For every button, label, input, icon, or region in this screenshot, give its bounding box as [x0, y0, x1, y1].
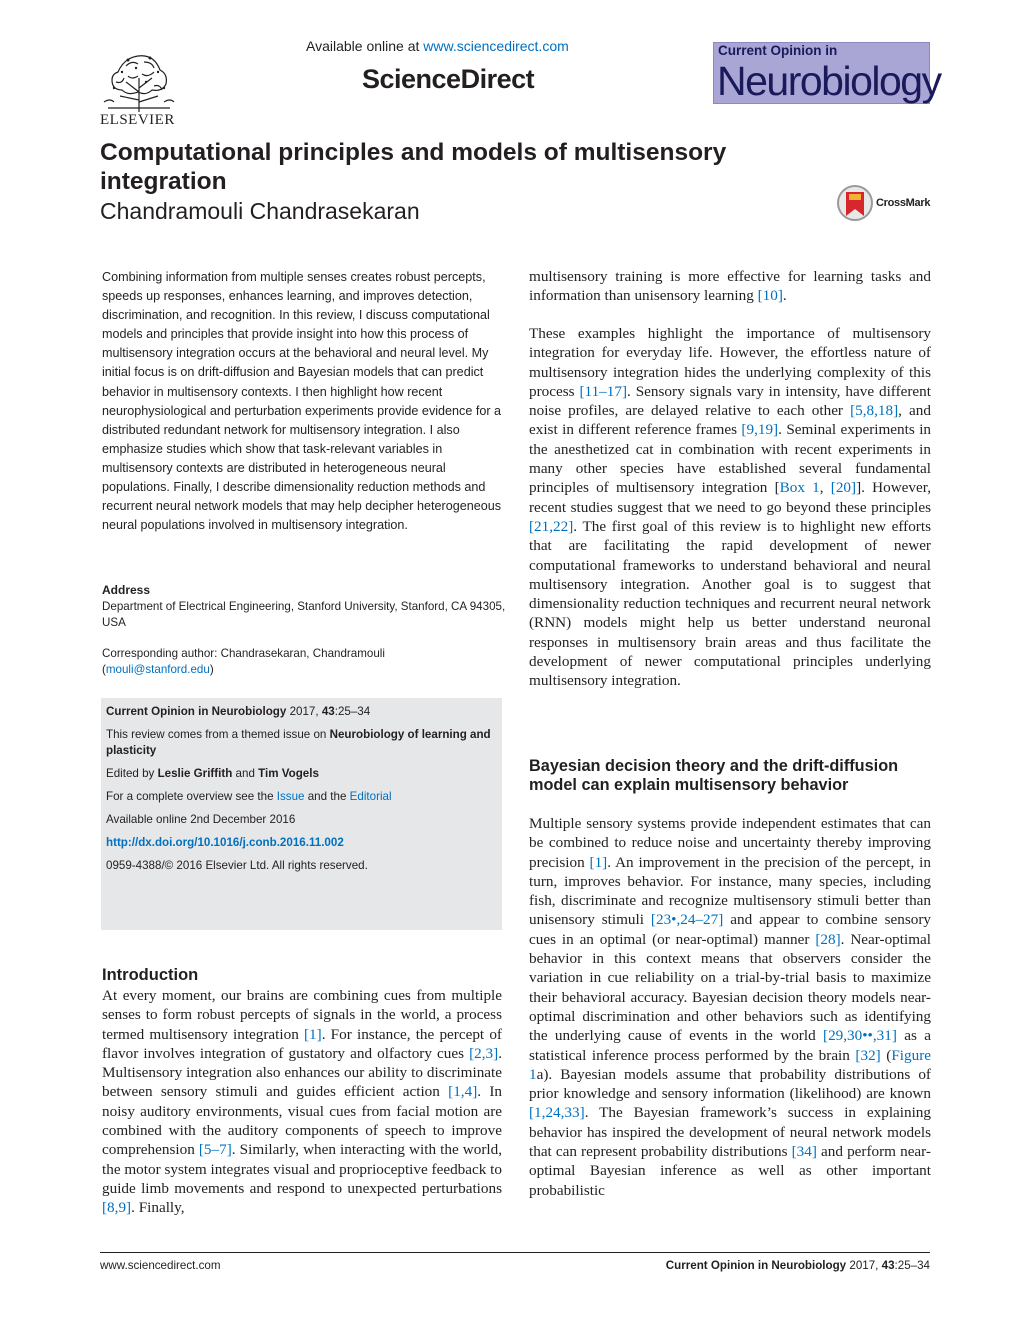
info-journal: Current Opinion in Neurobiology: [106, 705, 287, 718]
corresponding-author-name: Corresponding author: Chandrasekaran, Chandramouli: [102, 647, 385, 660]
editor-1: Leslie Griffith: [157, 766, 233, 780]
figure-link[interactable]: Figure 1: [529, 1046, 931, 1083]
text-run: . The Bayesian framework’s success in explaining behavior has inspired the development of neural network models that can represent probability distributions: [529, 1104, 931, 1161]
copyright: 0959-4388/© 2016 Elsevier Ltd. All rights reserved.: [106, 858, 368, 872]
citation-link[interactable]: [1]: [589, 853, 608, 871]
themed-issue: [106, 727, 497, 758]
address-heading: Address: [102, 583, 151, 597]
overview: [106, 789, 497, 805]
author-email-link[interactable]: mouli@stanford.edu: [105, 662, 210, 676]
crossmark-label: CrossMark: [876, 197, 931, 209]
footer-journal: Current Opinion in Neurobiology: [665, 1259, 847, 1272]
citation-link[interactable]: [5–7]: [198, 1141, 232, 1159]
address-text: Department of Electrical Engineering, Stanford University, Stanford, CA 94305, USA: [102, 600, 506, 629]
citation-link[interactable]: [1,24,33]: [529, 1104, 585, 1122]
article-author: Chandramouli Chandrasekaran: [100, 198, 420, 224]
right-paragraph-2: [529, 324, 931, 691]
intro-paragraph-1: [102, 986, 502, 1218]
paragraph: [529, 814, 931, 1200]
crossmark-icon: [836, 184, 874, 224]
overview-prefix: For a complete overview see the: [106, 789, 274, 803]
right-paragraph-1: [529, 267, 931, 306]
corresponding-author: Corresponding author: Chandrasekaran, Chandramouli (mouli@stanford.edu): [102, 647, 385, 676]
footer-pages: :25–34: [894, 1259, 930, 1272]
text-run: and perform near-optimal Bayesian inference as well as other important probabilistic: [529, 1143, 931, 1199]
overview-mid: and the: [307, 789, 347, 803]
citation-link[interactable]: [9,19]: [741, 421, 779, 439]
citation-link[interactable]: [8,9]: [102, 1199, 132, 1217]
text-run: These examples highlight the importance of multisensory integration for everyday life. However, the effortless nature of multisensory integration hides the underlying complexity of this process: [529, 325, 931, 400]
edited-prefix: Edited by: [106, 766, 155, 780]
text-run: Multiple sensory systems provide independent estimates that can be combined to reduce noise and uncertainty thereby improving precision: [529, 815, 931, 871]
text-run: At every moment, our brains are combining cues from multiple senses to form robust percepts of signals in the world, a process termed multisensory integration: [102, 987, 502, 1043]
citation-link[interactable]: [21,22]: [529, 517, 574, 535]
journal-citation: [106, 704, 497, 720]
citation-link[interactable]: [29,30••,31]: [823, 1027, 897, 1045]
text-run: . Multisensory integration also enhances our ability to discriminate between sensory stimuli and guides efficient action: [102, 1044, 502, 1101]
sciencedirect-wordmark: ScienceDirect: [362, 64, 535, 94]
box-link[interactable]: Box 1: [779, 479, 820, 497]
info-volume: 43: [321, 705, 335, 718]
paragraph: [529, 267, 931, 306]
text-run: .: [782, 287, 787, 305]
citation-link[interactable]: [2,3]: [469, 1044, 499, 1062]
citation-link[interactable]: [5,8,18]: [850, 402, 899, 420]
introduction-body: [102, 986, 502, 1218]
text-run: . The first goal of this review is to highlight new efforts that are facilitating the rapid development of newer computational frameworks to understand behavioral and neural multisensory integration. Another goal is to suggest that dimensionality reduction techniques and recurrent neural network (RNN) models might help us better understand neuronal responses in multisensory brain areas and thus facilitate the development of newer computational principles underlying multisensory integration.: [529, 517, 931, 690]
text-run: . For instance, the percept of flavor involves integration of gustatory and olfactory cues: [102, 1025, 502, 1062]
text-run: . Near-optimal behavior in this context means that observers consider the variation in cue reliability on a trial-by-trial basis to maximize their behavioral accuracy. Bayesian decision theory models near-optimal discrimination and other behaviors such as identifying the underlying cause of events in the world: [529, 930, 931, 1045]
bayesian-section-heading: Bayesian decision theory and the drift-diffusion model can explain multisensory behavior: [529, 757, 899, 794]
text-run: (: [880, 1046, 892, 1064]
themed-topic: Neurobiology of learning and plasticity: [106, 728, 491, 757]
citation-link[interactable]: [28]: [815, 930, 841, 948]
citation-link[interactable]: [10]: [757, 287, 783, 305]
text-run: , and exist in different reference frames: [529, 402, 931, 439]
citation-link[interactable]: [23•,24–27]: [650, 911, 724, 929]
footer-rule: [100, 1252, 930, 1253]
text-run: multisensory training is more effective for learning tasks and information than unisensory learning: [529, 268, 931, 305]
journal-banner: [713, 42, 941, 104]
available-date: Available online 2nd December 2016: [106, 812, 296, 826]
doi-link[interactable]: http://dx.doi.org/10.1016/j.conb.2016.11.002: [106, 835, 344, 849]
sciencedirect-url-link[interactable]: www.sciencedirect.com: [423, 38, 569, 54]
text-run: a). Bayesian models assume that probability distributions of prior knowledge and sensory information (likelihood) are known: [529, 1065, 931, 1103]
editors-and: and: [235, 766, 255, 780]
editor-2: Tim Vogels: [258, 766, 319, 780]
citation-link[interactable]: [1,4]: [448, 1083, 478, 1101]
paragraph: [529, 324, 931, 691]
info-pages: :25–34: [334, 705, 371, 718]
citation-link[interactable]: [20]: [830, 479, 857, 497]
text-run: ,: [819, 479, 831, 497]
text-run: and appear to combine sensory cues in an optimal (or near-optimal) manner: [529, 911, 931, 948]
available-prefix: Available online at: [306, 38, 420, 54]
text-run: ]. However, recent studies suggest that we need to go beyond these principles: [529, 479, 931, 516]
footer-volume: 43: [881, 1259, 895, 1272]
footer-citation: [666, 1259, 930, 1272]
crossmark-badge[interactable]: [836, 184, 936, 224]
text-run: as a statistical inference process performed by the brain: [529, 1027, 931, 1064]
footer-year: 2017,: [849, 1259, 879, 1272]
text-run: . In noisy auditory environments, visual cues from facial motion are combined with the auditory components of speech to improve comprehension: [102, 1083, 502, 1159]
editors: [106, 766, 497, 782]
citation-link[interactable]: [32]: [855, 1046, 881, 1064]
text-run: . Similarly, when interacting with the world, the motor system integrates visual and proprioceptive feedback to guide limb movements and respond to unexpected perturbations: [102, 1141, 502, 1197]
citation-link[interactable]: [1]: [303, 1025, 322, 1043]
footer-url[interactable]: www.sciencedirect.com: [100, 1259, 221, 1272]
right-paragraph-3: [529, 814, 931, 1200]
text-run: . Sensory signals vary in intensity, have different noise profiles, are delayed relative to each other: [529, 382, 931, 420]
citation-link[interactable]: [34]: [791, 1143, 817, 1161]
text-run: . Finally,: [131, 1199, 185, 1217]
available-online: [306, 38, 569, 54]
article-info-box: [101, 698, 502, 930]
info-year: 2017,: [289, 705, 319, 718]
publisher-name: ELSEVIER: [100, 112, 175, 128]
introduction-heading: Introduction: [102, 966, 199, 984]
editorial-link[interactable]: Editorial: [349, 789, 392, 803]
themed-prefix: This review comes from a themed issue on: [106, 728, 327, 741]
citation-link[interactable]: [11–17]: [579, 382, 628, 400]
journal-banner-line2: Neurobiology: [717, 58, 941, 104]
abstract: [102, 268, 502, 535]
journal-banner-line1: Current Opinion in: [718, 43, 838, 58]
text-run: . Seminal experiments in the anesthetized cat in combination with recent experiments in many other species have established several fundamental principles of multisensory integration [: [529, 421, 932, 497]
abstract-text: Combining information from multiple senses creates robust percepts, speeds up responses, enhances learning, and improves detection, discrimination, and recognition. In this review, I discuss computational models and principles that provide insight into how this process of multisensory integration occurs at the behavioral and neural level. My initial focus is on drift-diffusion and Bayesian models that can predict behavior in multisensory contexts. I then highlight how recent neurophysiological and perturbation experiments provide evidence for a distributed redundant network for multisensory integration. I also emphasize studies which show that task-relevant variables in multisensory contexts are distributed in heterogeneous neural populations. Finally, I describe dimensionality reduction methods and recurrent neural network models that may help decipher heterogeneous neural populations involved in multisensory integration.: [102, 270, 502, 533]
issue-link[interactable]: Issue: [276, 789, 305, 803]
article-title: Computational principles and models of multisensory integration: [100, 139, 727, 195]
text-run: . An improvement in the precision of the percept, in turn, improves behavior. For instance, many species, including fish, discriminate and recognize multisensory stimuli better than unisensory stimuli: [529, 853, 931, 929]
